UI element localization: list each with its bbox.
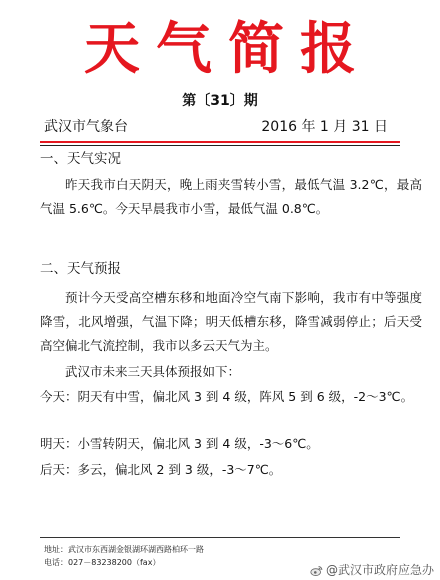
issuer-date-row	[44, 118, 388, 136]
forecast-label: 今天：	[40, 389, 78, 404]
observation-paragraph: 昨天我市白天阴天，晚上雨夹雪转小雪，最低气温 3.2℃，最高气温 5.6℃。今天早晨我市小雪，最低气温 0.8℃。	[40, 177, 422, 216]
issue-date: 2016 年 1 月 31 日	[261, 119, 388, 135]
section-heading-observation: 一、天气实况	[40, 151, 121, 167]
forecast-paragraph: 预计今天受高空槽东移和地面冷空气南下影响，我市有中等强度降雪，北风增强，气温下降；明天低槽东移，降雪减弱停止；后天受高空偏北气流控制，我市以多云天气为主。	[40, 290, 422, 353]
forecast-row-today	[40, 385, 422, 409]
forecast-text: 多云，偏北风 2 到 3 级，-3～7℃。	[77, 462, 282, 477]
forecast-text: 阴天有中雪，偏北风 3 到 4 级，阵风 5 到 6 级，-2～3℃。	[77, 389, 414, 404]
issue-number: 第〔31〕期	[182, 93, 258, 109]
forecast-label: 后天：	[40, 462, 78, 477]
footer-phone: 电话：027－83238200（fax）	[44, 558, 161, 567]
watermark-text: @武汉市政府应急办	[325, 563, 434, 577]
weibo-icon	[310, 564, 323, 577]
forecast-row-day-after	[40, 458, 422, 482]
forecast-row-tomorrow	[40, 432, 422, 456]
section-heading-forecast: 二、天气预报	[40, 261, 121, 277]
watermark	[310, 563, 434, 577]
bulletin-title: 天气简报	[84, 16, 372, 82]
forecast-label: 明天：	[40, 436, 78, 451]
forecast-text: 小雪转阴天，偏北风 3 到 4 级，-3～6℃。	[77, 436, 319, 451]
issuer-name: 武汉市气象台	[44, 119, 128, 135]
header-divider-black	[40, 145, 400, 146]
forecast-intro: 武汉市未来三天具体预报如下：	[65, 364, 241, 379]
footer-address: 地址：武汉市东西湖金银湖环湖西路柏环一路	[44, 545, 204, 554]
footer-divider	[40, 537, 400, 538]
header-divider-red	[40, 141, 400, 143]
